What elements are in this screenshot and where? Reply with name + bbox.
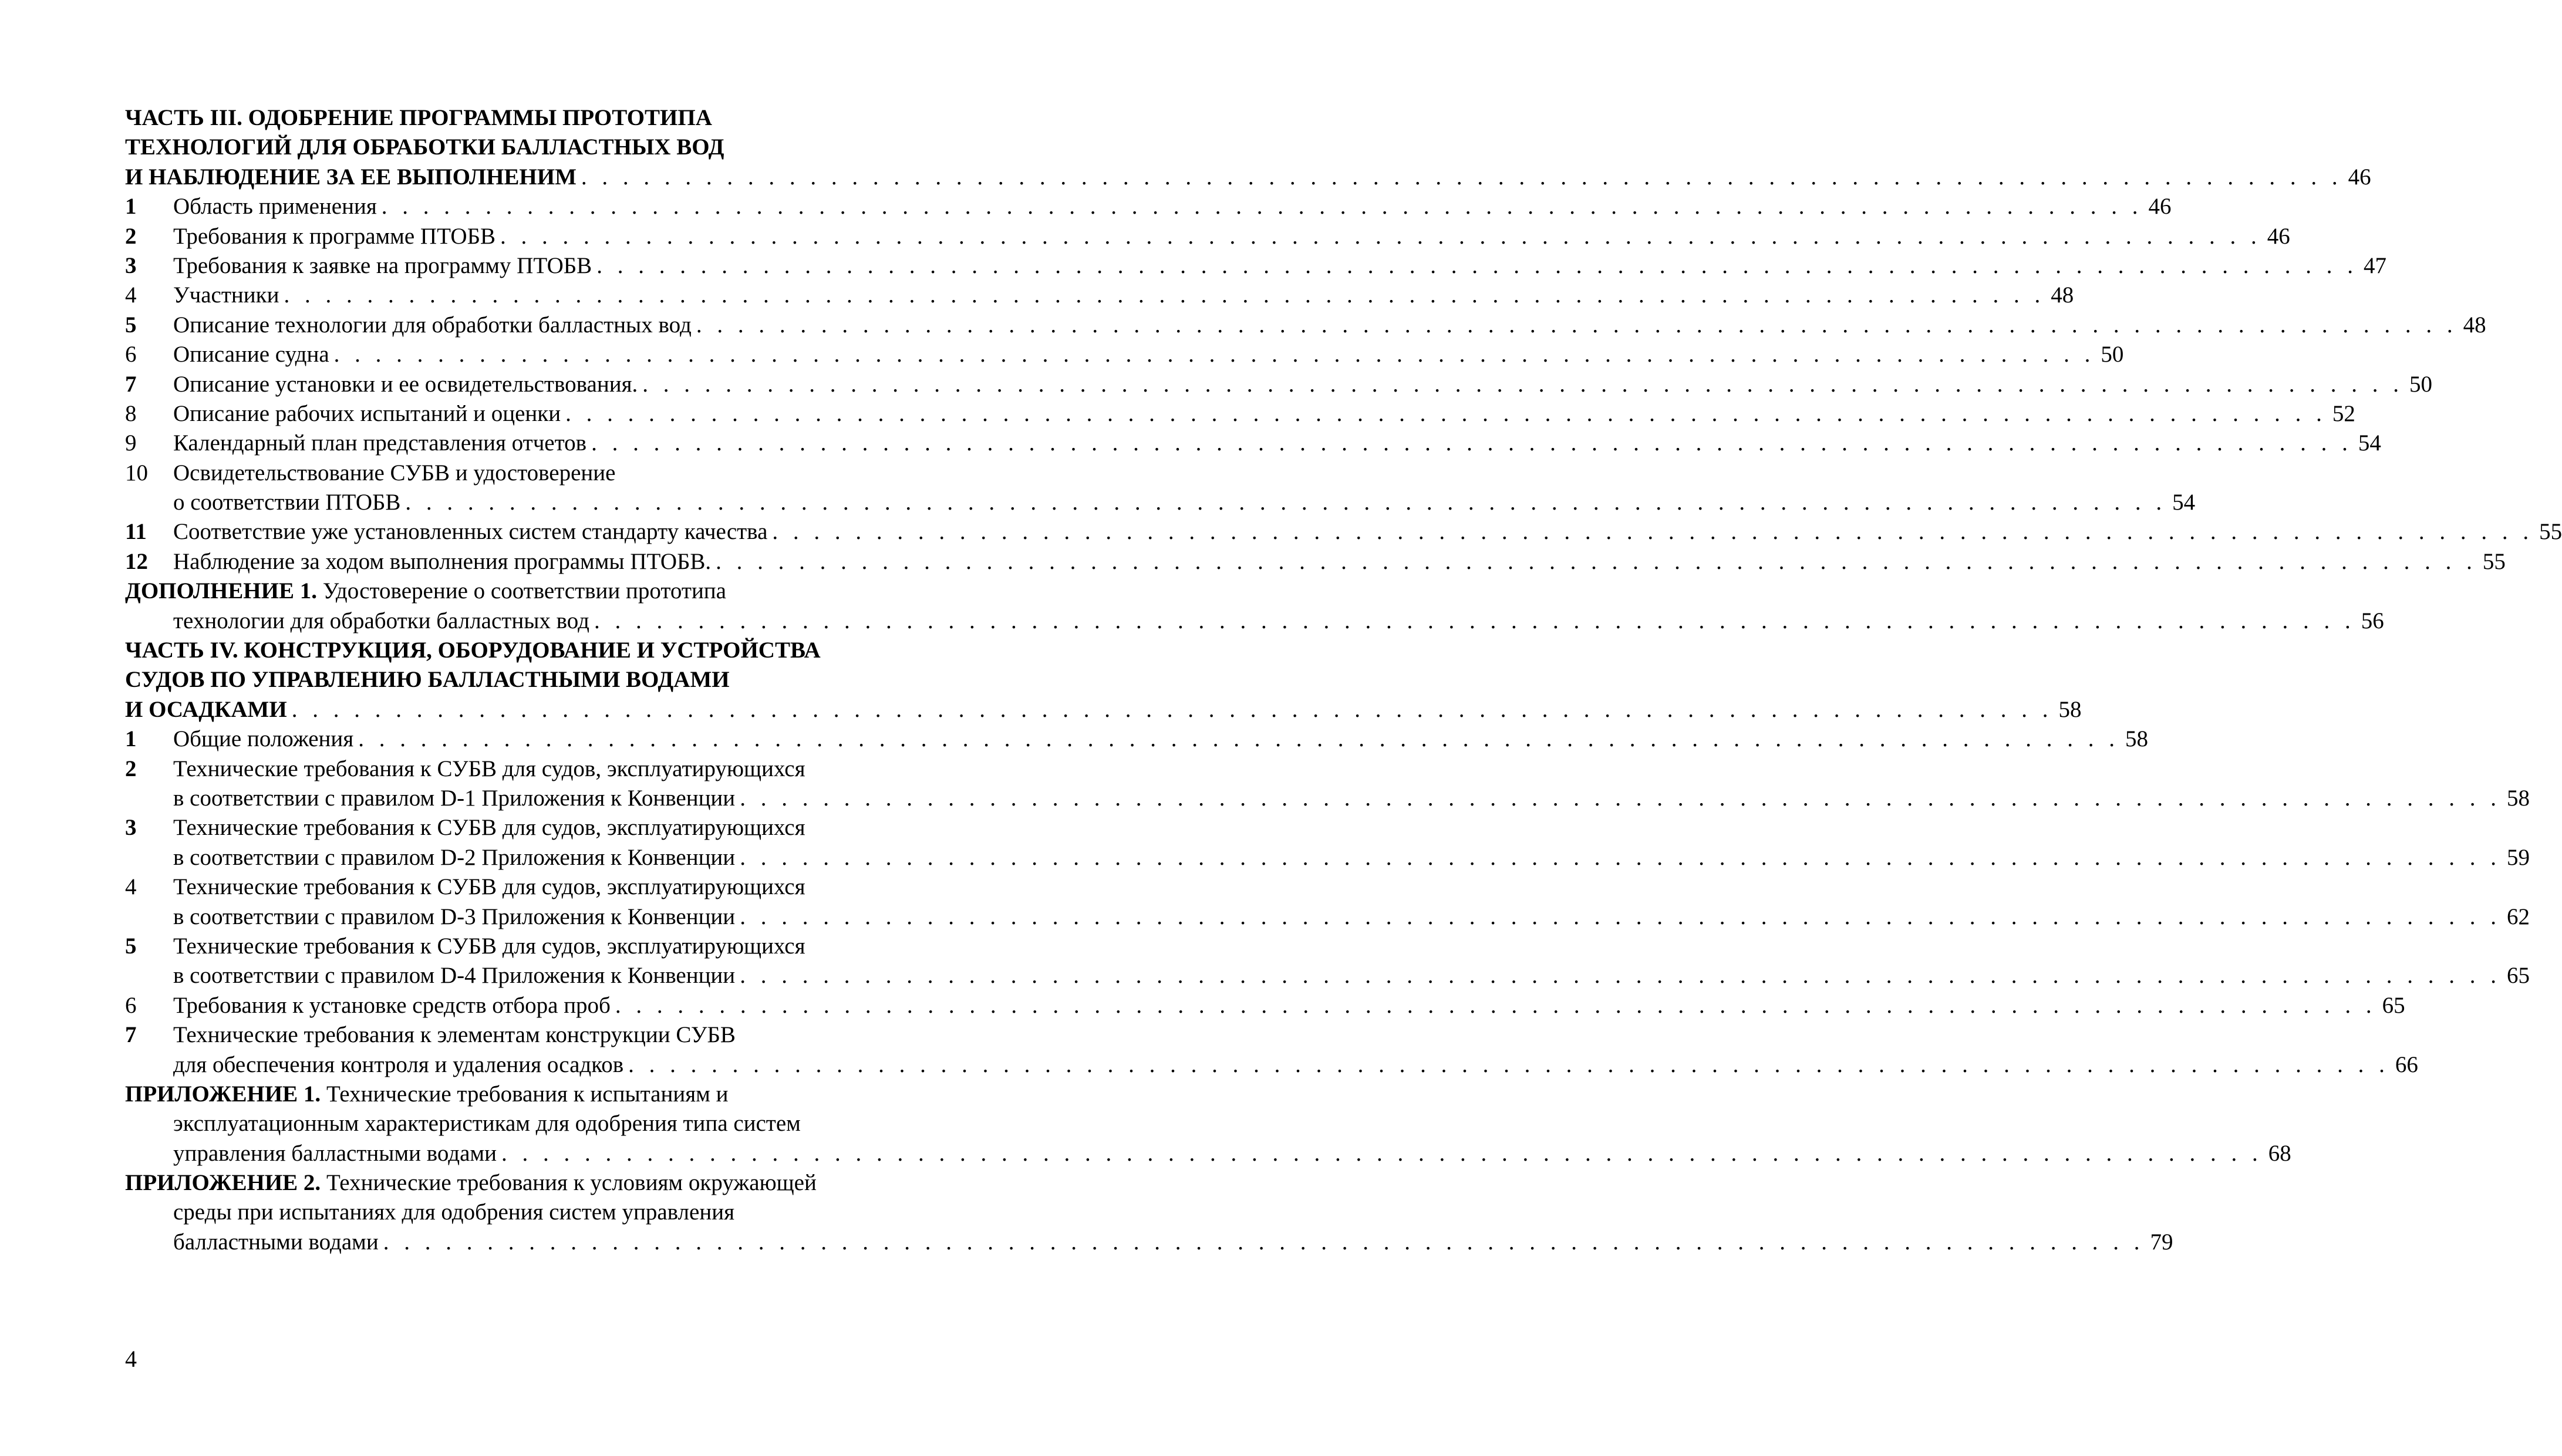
entry-number: 6 (125, 342, 137, 368)
appendix1-continuation (125, 1139, 2291, 1168)
dot-leader: . . . . . . . . . . . . . . . . . . . . . . . . . . . . . . . . . . . . . . . . . . . . . . . . . . . . . . . . . . . . . . . . . . . . . . . . . . . . . . . . . . . . . (381, 194, 2143, 220)
toc-entry (125, 932, 904, 961)
entry-number: 9 (125, 430, 137, 456)
dot-leader: . . . . . . . . . . . . . . . . . . . . . . . . . . . . . . . . . . . . . . . . . . . . . . . . . . . . . . . . . . . . . . . . . . . . . . . . . . . . . . . . . . . . . (591, 430, 2352, 456)
entry-number: 3 (125, 252, 137, 278)
toc-entry (125, 281, 2074, 310)
dot-leader: . . . . . . . . . . . . . . . . . . . . . . . . . . . . . . . . . . . . . . . . . . . . . . . . . . . . . . . . . . . . . . . . . . . . . . . . . . . . . . . . . . . . . (596, 252, 2358, 278)
dot-leader: . . . . . . . . . . . . . . . . . . . . . . . . . . . . . . . . . . . . . . . . . . . . . . . . . . . . . . . . . . . . . . . . . . . . . . . . . . . . . . . . . . . . . (284, 282, 2045, 308)
entry-number: 4 (125, 874, 137, 900)
page-ref: 65 (2382, 992, 2405, 1018)
table-of-contents (125, 103, 2562, 1257)
toc-entry (125, 1020, 904, 1050)
entry-title: Освидетельствование СУБВ и удостоверение (173, 460, 616, 486)
entry-title: Требования к установке средств отбора проб (173, 992, 611, 1018)
page-ref: 50 (2101, 342, 2124, 368)
appendix2-entry (125, 1168, 904, 1198)
appendix2-label: ПРИЛОЖЕНИЕ 2. (125, 1170, 321, 1196)
entry-title: Календарный план представления отчетов (173, 430, 587, 456)
entry-title: Участники (173, 282, 279, 308)
entry-number: 11 (125, 519, 147, 545)
page-ref: 55 (2539, 519, 2562, 545)
dot-leader: . . . . . . . . . . . . . . . . . . . . . . . . . . . . . . . . . . . . . . . . . . . . . . . . . . . . . . . . . . . . . . . . . . . . . . . . . . . . . . . . . . . . . (291, 696, 2053, 722)
entry-title: Общие положения (173, 726, 354, 752)
page-ref: 47 (2363, 252, 2386, 278)
page-ref: 50 (2409, 371, 2433, 397)
page-ref: 48 (2463, 312, 2486, 338)
entry-title: в соответствии с правилом D-2 Приложения к Конвенции (173, 844, 736, 870)
appendix2-title: Технические требования к условиям окружающей (321, 1170, 817, 1196)
entry-number: 10 (125, 460, 148, 486)
page-ref: 46 (2148, 194, 2172, 220)
dot-leader: . . . . . . . . . . . . . . . . . . . . . . . . . . . . . . . . . . . . . . . . . . . . . . . . . . . . . . . . . . . . . . . . . . . . . . . . . . . . . . . . . . . . . (383, 1229, 2145, 1255)
part3-title-line3-row (125, 163, 2371, 192)
entry-title: Требования к программе ПТОБВ (173, 223, 495, 249)
dot-leader: . . . . . . . . . . . . . . . . . . . . . . . . . . . . . . . . . . . . . . . . . . . . . . . . . . . . . . . . . . . . . . . . . . . . . . . . . . . . . . . . . . . . . (581, 164, 2342, 190)
dot-leader: . . . . . . . . . . . . . . . . . . . . . . . . . . . . . . . . . . . . . . . . . . . . . . . . . . . . . . . . . . . . . . . . . . . . . . . . . . . . . . . . . . . . . (615, 992, 2376, 1018)
part3-title-line2: ТЕХНОЛОГИЙ ДЛЯ ОБРАБОТКИ БАЛЛАСТНЫХ ВОД (125, 134, 724, 160)
toc-entry-continuation (125, 488, 2196, 517)
entry-title: в соответствии с правилом D-4 Приложения к Конвенции (173, 963, 736, 989)
dot-leader: . . . . . . . . . . . . . . . . . . . . . . . . . . . . . . . . . . . . . . . . . . . . . . . . . . . . . . . . . . . . . . . . . . . . . . . . . . . . . . . . . . . . . (740, 844, 2501, 870)
page-ref: 79 (2150, 1229, 2173, 1255)
part4-title-line1: ЧАСТЬ IV. КОНСТРУКЦИЯ, ОБОРУДОВАНИЕ И УСТРОЙСТВА (125, 638, 821, 663)
page-ref: 54 (2358, 430, 2381, 456)
page-ref: 52 (2332, 400, 2355, 426)
page-ref: 68 (2268, 1140, 2291, 1166)
addendum-entry-continuation (125, 606, 2384, 636)
entry-number: 8 (125, 400, 137, 426)
page-ref: 58 (2506, 785, 2530, 811)
entry-title: Описание установки и ее освидетельствования. (173, 371, 638, 397)
page-ref: 65 (2506, 963, 2530, 989)
part4-title-line3: И ОСАДКАМИ (125, 696, 287, 722)
entry-number: 7 (125, 371, 137, 397)
dot-leader: . . . . . . . . . . . . . . . . . . . . . . . . . . . . . . . . . . . . . . . . . . . . . . . . . . . . . . . . . . . . . . . . . . . . . . . . . . . . . . . . . . . . . (565, 400, 2327, 426)
toc-entry-continuation (125, 902, 2530, 932)
page-ref: 54 (2172, 490, 2196, 515)
toc-entry (125, 724, 2148, 754)
entry-number: 1 (125, 194, 137, 220)
entry-number: 6 (125, 992, 137, 1018)
page-ref: 55 (2482, 548, 2506, 574)
toc-entry (125, 311, 2486, 340)
dot-leader: . . . . . . . . . . . . . . . . . . . . . . . . . . . . . . . . . . . . . . . . . . . . . . . . . . . . . . . . . . . . . . . . . . . . . . . . . . . . . . . . . . . . . (696, 312, 2458, 338)
entry-title: о соответствии ПТОБВ (173, 490, 401, 515)
entry-number: 2 (125, 223, 137, 249)
entry-number: 5 (125, 312, 137, 338)
dot-leader: . . . . . . . . . . . . . . . . . . . . . . . . . . . . . . . . . . . . . . . . . . . . . . . . . . . . . . . . . . . . . . . . . . . . . . . . . . . . . . . . . . . . . (772, 519, 2534, 545)
appendix1-title: Технические требования к испытаниям и (321, 1081, 729, 1107)
toc-entry (125, 459, 904, 488)
part3-title-line1: ЧАСТЬ III. ОДОБРЕНИЕ ПРОГРАММЫ ПРОТОТИПА (125, 105, 712, 130)
appendix2-title-line3: балластными водами (173, 1229, 379, 1255)
entry-title: в соответствии с правилом D-1 Приложения к Конвенции (173, 785, 736, 811)
entry-title: для обеспечения контроля и удаления осадков (173, 1051, 624, 1077)
entry-title: Технические требования к элементам конструкции СУБВ (173, 1022, 736, 1048)
page-ref: 59 (2506, 844, 2530, 870)
appendix1-continuation (125, 1109, 904, 1138)
entry-number: 5 (125, 933, 137, 959)
toc-entry (125, 192, 2172, 221)
entry-title: Область применения (173, 194, 377, 220)
entry-title: в соответствии с правилом D-3 Приложения к Конвенции (173, 904, 736, 929)
dot-leader: . . . . . . . . . . . . . . . . . . . . . . . . . . . . . . . . . . . . . . . . . . . . . . . . . . . . . . . . . . . . . . . . . . . . . . . . . . . . . . . . . . . . . (740, 785, 2501, 811)
entry-number: 3 (125, 815, 137, 841)
page-ref: 46 (2348, 164, 2371, 190)
entry-title: Наблюдение за ходом выполнения программы ПТОБВ. (173, 548, 712, 574)
toc-entry (125, 872, 904, 902)
dot-leader: . . . . . . . . . . . . . . . . . . . . . . . . . . . . . . . . . . . . . . . . . . . . . . . . . . . . . . . . . . . . . . . . . . . . . . . . . . . . . . . . . . . . . (740, 963, 2501, 989)
toc-entry (125, 222, 2290, 251)
toc-entry (125, 399, 2355, 429)
page-ref: 62 (2506, 904, 2530, 929)
appendix2-title-line2: среды при испытаниях для одобрения систем управления (173, 1199, 735, 1225)
entry-title: Описание судна (173, 342, 329, 368)
toc-entry (125, 547, 2506, 577)
entry-number: 1 (125, 726, 137, 752)
part4-title-line3-row (125, 695, 2082, 724)
toc-entry (125, 429, 2381, 458)
dot-leader: . . . . . . . . . . . . . . . . . . . . . . . . . . . . . . . . . . . . . . . . . . . . . . . . . . . . . . . . . . . . . . . . . . . . . . . . . . . . . . . . . . . . . (501, 1140, 2263, 1166)
toc-entry (125, 517, 2562, 547)
toc-entry (125, 340, 2124, 369)
toc-entry-continuation (125, 784, 2530, 813)
entry-number: 2 (125, 756, 137, 781)
page-number: 4 (125, 1346, 137, 1372)
entry-title: Соответствие уже установленных систем стандарту качества (173, 519, 768, 545)
toc-entry-continuation (125, 1050, 2418, 1080)
addendum-entry (125, 577, 904, 606)
appendix1-label: ПРИЛОЖЕНИЕ 1. (125, 1081, 321, 1107)
appendix2-continuation (125, 1198, 904, 1227)
entry-title: Описание рабочих испытаний и оценки (173, 400, 561, 426)
entry-title: Технические требования к СУБВ для судов, эксплуатирующихся (173, 756, 805, 781)
page-ref: 58 (2125, 726, 2148, 752)
entry-title: Технические требования к СУБВ для судов, эксплуатирующихся (173, 874, 805, 900)
page-ref: 46 (2267, 223, 2290, 249)
entry-title: Технические требования к СУБВ для судов, эксплуатирующихся (173, 815, 805, 841)
dot-leader: . . . . . . . . . . . . . . . . . . . . . . . . . . . . . . . . . . . . . . . . . . . . . . . . . . . . . . . . . . . . . . . . . . . . . . . . . . . . . . . . . . . . . (500, 223, 2261, 249)
addendum-label: ДОПОЛНЕНИЕ 1. (125, 578, 317, 604)
dot-leader: . . . . . . . . . . . . . . . . . . . . . . . . . . . . . . . . . . . . . . . . . . . . . . . . . . . . . . . . . . . . . . . . . . . . . . . . . . . . . . . . . . . . . (358, 726, 2119, 752)
appendix1-title-line2: эксплуатационным характеристикам для одобрения типа систем (173, 1111, 801, 1137)
dot-leader: . . . . . . . . . . . . . . . . . . . . . . . . . . . . . . . . . . . . . . . . . . . . . . . . . . . . . . . . . . . . . . . . . . . . . . . . . . . . . . . . . . . . . (594, 608, 2355, 633)
page-ref: 66 (2395, 1051, 2418, 1077)
appendix1-entry (125, 1080, 904, 1109)
part3-title-line3: И НАБЛЮДЕНИЕ ЗА ЕЕ ВЫПОЛНЕНИМ (125, 164, 577, 190)
dot-leader: . . . . . . . . . . . . . . . . . . . . . . . . . . . . . . . . . . . . . . . . . . . . . . . . . . . . . . . . . . . . . . . . . . . . . . . . . . . . . . . . . . . . . (716, 548, 2477, 574)
toc-entry-continuation (125, 843, 2530, 872)
dot-leader: . . . . . . . . . . . . . . . . . . . . . . . . . . . . . . . . . . . . . . . . . . . . . . . . . . . . . . . . . . . . . . . . . . . . . . . . . . . . . . . . . . . . . (642, 371, 2404, 397)
entry-title: Технические требования к СУБВ для судов, эксплуатирующихся (173, 933, 805, 959)
addendum-title-line2: технологии для обработки балластных вод (173, 608, 590, 633)
dot-leader: . . . . . . . . . . . . . . . . . . . . . . . . . . . . . . . . . . . . . . . . . . . . . . . . . . . . . . . . . . . . . . . . . . . . . . . . . . . . . . . . . . . . . (628, 1051, 2389, 1077)
appendix1-title-line3: управления балластными водами (173, 1140, 497, 1166)
entry-title: Требования к заявке на программу ПТОБВ (173, 252, 592, 278)
page-ref: 48 (2051, 282, 2074, 308)
page-ref: 58 (2058, 696, 2082, 722)
addendum-title: Удостоверение о соответствии прототипа (317, 578, 726, 604)
entry-number: 7 (125, 1022, 137, 1048)
part4-title-line2: СУДОВ ПО УПРАВЛЕНИЮ БАЛЛАСТНЫМИ ВОДАМИ (125, 667, 730, 693)
toc-entry-continuation (125, 961, 2530, 990)
toc-entry (125, 754, 904, 784)
page-ref: 56 (2361, 608, 2384, 633)
toc-entry (125, 991, 2405, 1020)
dot-leader: . . . . . . . . . . . . . . . . . . . . . . . . . . . . . . . . . . . . . . . . . . . . . . . . . . . . . . . . . . . . . . . . . . . . . . . . . . . . . . . . . . . . . (405, 490, 2167, 515)
entry-number: 4 (125, 282, 137, 308)
entry-number: 12 (125, 548, 148, 574)
toc-entry (125, 370, 2433, 399)
dot-leader: . . . . . . . . . . . . . . . . . . . . . . . . . . . . . . . . . . . . . . . . . . . . . . . . . . . . . . . . . . . . . . . . . . . . . . . . . . . . . . . . . . . . . (333, 342, 2095, 368)
appendix2-continuation (125, 1228, 2173, 1257)
toc-entry (125, 813, 904, 842)
dot-leader: . . . . . . . . . . . . . . . . . . . . . . . . . . . . . . . . . . . . . . . . . . . . . . . . . . . . . . . . . . . . . . . . . . . . . . . . . . . . . . . . . . . . . (740, 904, 2501, 929)
entry-title: Описание технологии для обработки балластных вод (173, 312, 692, 338)
toc-entry (125, 251, 2386, 281)
